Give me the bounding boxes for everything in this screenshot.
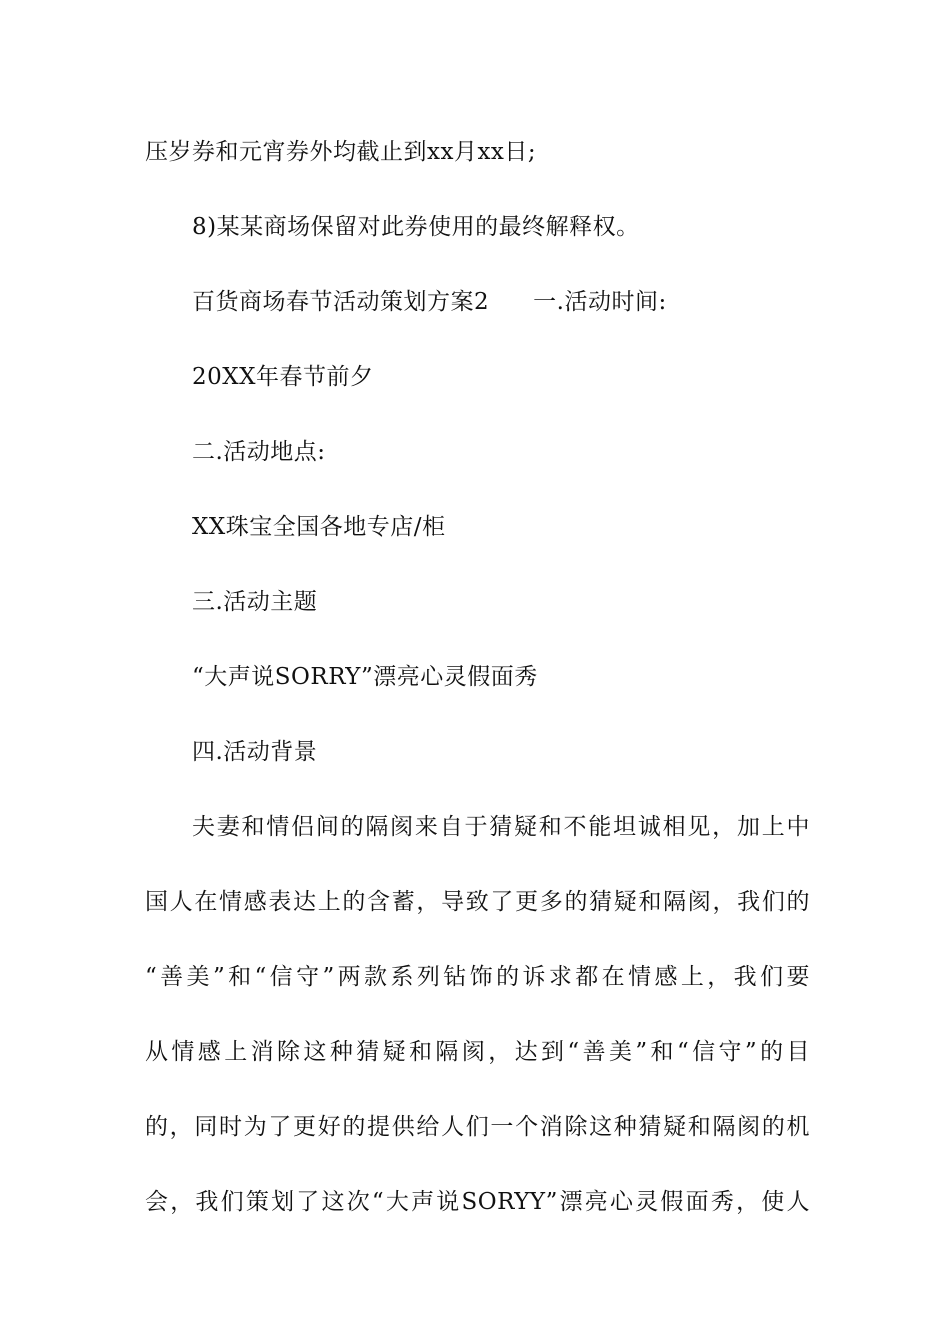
paragraph-line: 的，同时为了更好的提供给人们一个消除这种猜疑和隔阂的机 xyxy=(145,1114,810,1140)
paragraph-line: 会，我们策划了这次“大声说SORYY”漂亮心灵假面秀，使人 xyxy=(145,1189,810,1215)
text-line: “大声说SORRY”漂亮心灵假面秀 xyxy=(192,664,538,690)
section-heading-line xyxy=(145,278,810,353)
paragraph-line: 从情感上消除这种猜疑和隔阂，达到“善美”和“信守”的目 xyxy=(145,1039,810,1065)
heading-activity-background: 四.活动背景 xyxy=(192,739,318,765)
text-line: 8)某某商场保留对此券使用的最终解释权。 xyxy=(192,214,640,240)
heading-activity-theme: 三.活动主题 xyxy=(192,589,318,615)
document-body xyxy=(145,128,810,1253)
paragraph-line: “善美”和“信守”两款系列钻饰的诉求都在情感上，我们要 xyxy=(145,964,810,990)
text-line: 20XX年春节前夕 xyxy=(192,364,374,390)
heading-activity-time: 一.活动时间: xyxy=(533,289,667,315)
paragraph-line: 国人在情感表达上的含蓄，导致了更多的猜疑和隔阂，我们的 xyxy=(145,889,810,915)
text-line: XX珠宝全国各地专店/柜 xyxy=(192,514,446,540)
text-line: 压岁券和元宵券外均截止到xx月xx日; xyxy=(145,139,537,165)
paragraph-line: 夫妻和情侣间的隔阂来自于猜疑和不能坦诚相见，加上中 xyxy=(192,814,810,840)
plan-title: 百货商场春节活动策划方案2 xyxy=(192,289,490,315)
heading-activity-location: 二.活动地点: xyxy=(192,439,326,465)
